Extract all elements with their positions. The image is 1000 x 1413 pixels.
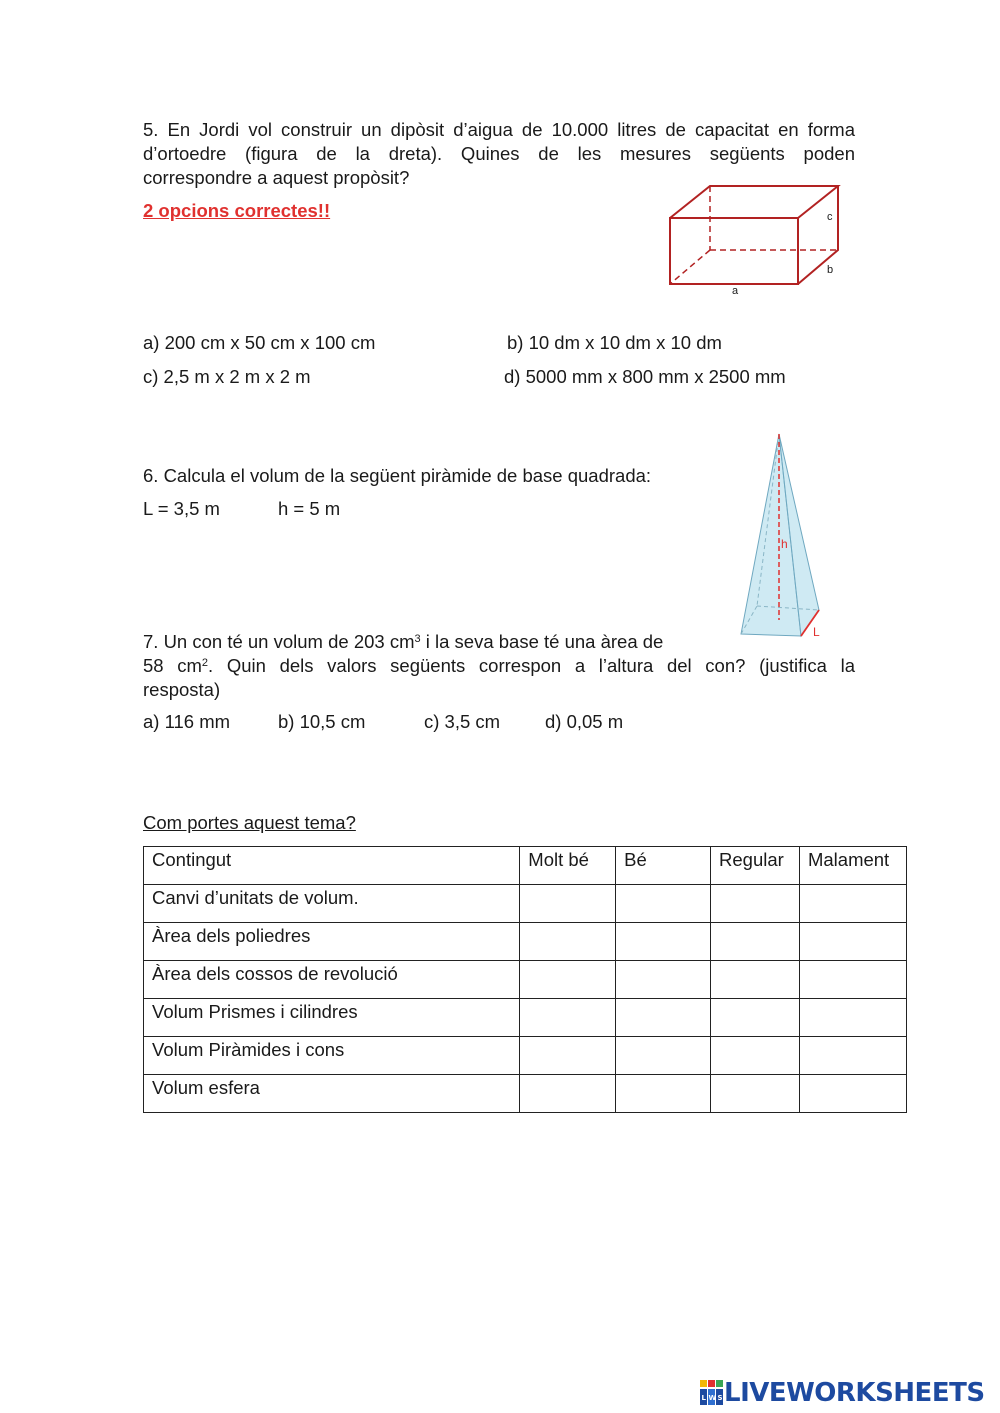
- row-label: Volum Prismes i cilindres: [144, 999, 520, 1037]
- rating-cell-malament[interactable]: [799, 961, 906, 999]
- cuboid-figure: [660, 178, 850, 298]
- rating-cell-molt-be[interactable]: [520, 885, 616, 923]
- liveworksheets-logo-icon: [700, 1380, 724, 1406]
- rating-cell-malament[interactable]: [799, 885, 906, 923]
- q7-option-c: c) 3,5 cm: [424, 711, 501, 732]
- header-malament: Malament: [799, 847, 906, 885]
- q7-line-1-text-a: 7. Un con té un volum de 203 cm: [143, 631, 415, 652]
- q7-line-2-text-b: . Quin dels valors següents correspon a l’altura del con? (justifica la: [208, 655, 855, 676]
- row-label: Àrea dels poliedres: [144, 923, 520, 961]
- cuboid-front-face: [670, 218, 798, 284]
- q7-line-2: [143, 654, 855, 678]
- rating-cell-regular[interactable]: [711, 1075, 800, 1113]
- header-molt-be: Molt bé: [520, 847, 616, 885]
- self-assessment-table: [143, 846, 907, 1113]
- table-row: [144, 961, 907, 999]
- cuboid-hidden-edge-depth: [670, 250, 710, 284]
- row-label: Àrea dels cossos de revolució: [144, 961, 520, 999]
- header-regular: Regular: [711, 847, 800, 885]
- q7-line-1-text-b: i la seva base té una àrea de: [420, 631, 664, 652]
- liveworksheets-wordmark: LIVEWORKSHEETS: [724, 1378, 985, 1408]
- header-contingut: Contingut: [144, 847, 520, 885]
- row-label: Canvi d’unitats de volum.: [144, 885, 520, 923]
- rating-cell-malament[interactable]: [799, 923, 906, 961]
- table-header-row: [144, 847, 907, 885]
- rating-cell-regular[interactable]: [711, 999, 800, 1037]
- table-row: [144, 1075, 907, 1113]
- rating-cell-regular[interactable]: [711, 961, 800, 999]
- cuboid-label-b: b: [827, 264, 834, 276]
- q5-correct-options-note: 2 opcions correctes!!: [143, 200, 331, 221]
- q7-option-a: a) 116 mm: [143, 711, 231, 732]
- table-row: [144, 1037, 907, 1075]
- pyramid-label-L: L: [813, 625, 820, 639]
- q7-line-3: resposta): [143, 679, 221, 700]
- logo-letter-w: W: [708, 1394, 717, 1402]
- row-label: Volum Piràmides i cons: [144, 1037, 520, 1075]
- rating-cell-malament[interactable]: [799, 1037, 906, 1075]
- cuboid-top-face: [670, 186, 838, 218]
- q7-option-d: d) 0,05 m: [545, 711, 624, 732]
- rating-cell-molt-be[interactable]: [520, 961, 616, 999]
- cuboid-label-a: a: [732, 285, 739, 297]
- table-row: [144, 885, 907, 923]
- rating-cell-regular[interactable]: [711, 885, 800, 923]
- q7-cube-exponent: 3: [414, 633, 421, 645]
- rating-cell-malament[interactable]: [799, 999, 906, 1037]
- q7-line-2-text-a: 58 cm: [143, 655, 202, 676]
- header-be: Bé: [616, 847, 711, 885]
- pyramid-figure: [735, 430, 830, 645]
- logo-letter-s: S: [717, 1394, 723, 1402]
- table-row: [144, 999, 907, 1037]
- q5-option-d: d) 5000 mm x 800 mm x 2500 mm: [504, 366, 786, 387]
- rating-cell-be[interactable]: [616, 999, 711, 1037]
- survey-title: Com portes aquest tema?: [143, 812, 356, 833]
- rating-cell-regular[interactable]: [711, 1037, 800, 1075]
- q7-option-b: b) 10,5 cm: [278, 711, 366, 732]
- q5-line-1: 5. En Jordi vol construir un dipòsit d’aigua de 10.000 litres de capacitat en forma: [143, 119, 855, 140]
- q6-text: 6. Calcula el volum de la següent piràmide de base quadrada:: [143, 465, 652, 486]
- q5-line-3: correspondre a aquest propòsit?: [143, 167, 410, 188]
- pyramid-label-h: h: [781, 537, 788, 551]
- q5-option-c: c) 2,5 m x 2 m x 2 m: [143, 366, 311, 387]
- rating-cell-be[interactable]: [616, 923, 711, 961]
- rating-cell-malament[interactable]: [799, 1075, 906, 1113]
- rating-cell-be[interactable]: [616, 1075, 711, 1113]
- q6-side-length: L = 3,5 m: [143, 498, 220, 519]
- rating-cell-molt-be[interactable]: [520, 923, 616, 961]
- q7-square-exponent: 2: [201, 657, 209, 669]
- rating-cell-molt-be[interactable]: [520, 1037, 616, 1075]
- q5-option-a: a) 200 cm x 50 cm x 100 cm: [143, 332, 376, 353]
- q5-option-b: b) 10 dm x 10 dm x 10 dm: [507, 332, 722, 353]
- rating-cell-be[interactable]: [616, 961, 711, 999]
- cuboid-label-c: c: [827, 211, 833, 223]
- rating-cell-molt-be[interactable]: [520, 999, 616, 1037]
- row-label: Volum esfera: [144, 1075, 520, 1113]
- table-row: [144, 923, 907, 961]
- rating-cell-be[interactable]: [616, 885, 711, 923]
- q7-line-1: [143, 630, 663, 654]
- q6-height: h = 5 m: [278, 498, 341, 519]
- rating-cell-be[interactable]: [616, 1037, 711, 1075]
- rating-cell-regular[interactable]: [711, 923, 800, 961]
- rating-cell-molt-be[interactable]: [520, 1075, 616, 1113]
- logo-letter-l: L: [701, 1394, 706, 1402]
- liveworksheets-brand: [700, 1378, 985, 1408]
- q5-line-2: d’ortoedre (figura de la dreta). Quines de les mesures següents poden: [143, 143, 855, 164]
